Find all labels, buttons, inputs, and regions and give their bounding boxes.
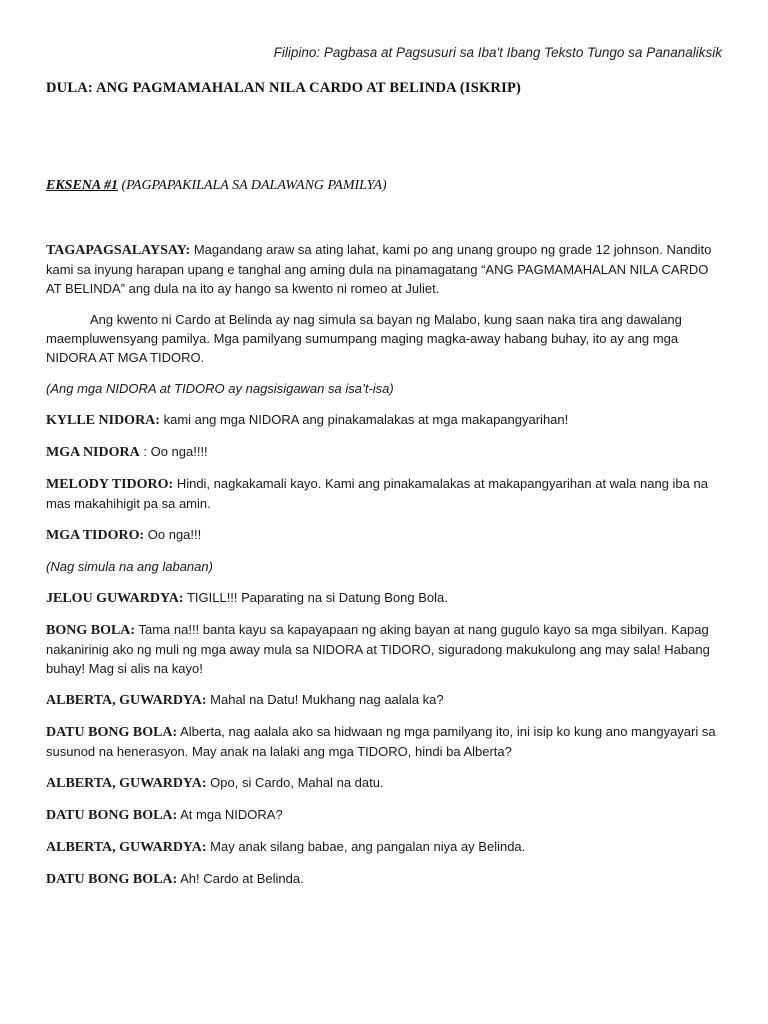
speaker-label: DATU BONG BOLA: [46,725,178,740]
dialogue-text: Magandang araw sa ating lahat, kami po ang unang groupo ng grade 12 johnson. Nandito kami sa inyung harapan upang e tanghal ang aming dula na pinamagatang “ANG PAGMAMAHALAN NILA CARDO AT BELINDA” ang dula na ito ay hango sa kwento ni romeo at Juliet. [46,242,712,296]
dialogue-text: TIGILL!!! Paparating na si Datung Bong Bola. [186,590,448,605]
dialogue-text: Oo nga!!! [147,527,202,542]
speaker-label: MGA NIDORA [46,445,140,460]
dialogue-text: Hindi, nagkakamali kayo. Kami ang pinakamalakas at makapangyarihan at wala nang iba na mas makahihigit pa sa amin. [46,476,708,511]
speaker-label: TAGAPAGSALAYSAY: [46,243,191,258]
dialogue-text: kami ang mga NIDORA ang pinakamalakas at mga makapangyarihan! [163,412,569,427]
script-line [46,773,722,793]
scene-number: EKSENA #1 [46,178,118,193]
speaker-label: BONG BOLA: [46,623,136,638]
speaker-label: MGA TIDORO: [46,528,145,543]
script-line [46,240,722,298]
script-line [46,474,722,513]
script-line [46,722,722,761]
stage-direction: (Ang mga NIDORA at TIDORO ay nagsisigawan sa isa’t-isa) [46,381,394,396]
speaker-label: KYLLE NIDORA: [46,413,160,428]
script-line [46,410,722,430]
script-line [46,837,722,857]
script-line [46,442,722,462]
stage-direction: (Nag simula na ang labanan) [46,559,213,574]
speaker-label: DATU BONG BOLA: [46,808,178,823]
script-line [46,588,722,608]
speaker-label: ALBERTA, GUWARDYA: [46,693,207,708]
dialogue-text: Ah! Cardo at Belinda. [180,871,304,886]
script-line [46,525,722,545]
speaker-label: MELODY TIDORO: [46,477,174,492]
script-line [46,869,722,889]
speaker-label: ALBERTA, GUWARDYA: [46,840,207,855]
dialogue-text: May anak silang babae, ang pangalan niya ay Belinda. [210,839,526,854]
script-body [46,240,722,901]
dialogue-text: Opo, si Cardo, Mahal na datu. [210,775,384,790]
dialogue-text: Mahal na Datu! Mukhang nag aalala ka? [210,692,444,707]
speaker-label: ALBERTA, GUWARDYA: [46,776,207,791]
dialogue-text: : Oo nga!!!! [143,444,208,459]
script-line [46,805,722,825]
document-header: Filipino: Pagbasa at Pagsusuri sa Iba't Ibang Teksto Tungo sa Pananaliksik [273,45,722,60]
dialogue-text: At mga NIDORA? [180,807,283,822]
scene-subtitle: (PAGPAPAKILALA SA DALAWANG PAMILYA) [121,178,387,193]
script-line [46,690,722,710]
document-title: DULA: ANG PAGMAMAHALAN NILA CARDO AT BELINDA (ISKRIP) [46,80,522,96]
speaker-label: DATU BONG BOLA: [46,872,178,887]
speaker-label: JELOU GUWARDYA: [46,591,184,606]
dialogue-text: Alberta, nag aalala ako sa hidwaan ng mga pamilyang ito, ini isip ko kung ano mangyayari sa susunod na henerasyon. May anak na lalaki ang mga TIDORO, hindi ba Alberta? [46,724,716,759]
script-line [46,620,722,678]
dialogue-text: Tama na!!! banta kayu sa kapayapaan ng aking bayan at nang gugulo kayo sa mga sibilyan. Kapag nakanirinig ako ng muli ng mga away mula sa NIDORA at TIDORO, siguradong makukulong ang may sala! Habang buhay! Mag si alis na kayo! [46,622,710,676]
scene-heading [46,178,387,194]
narration-paragraph: Ang kwento ni Cardo at Belinda ay nag simula sa bayan ng Malabo, kung saan naka tira ang dawalang maempluwensyang pamilya. Mga pamilyang sumumpang maging magka-away habang buhay, ito ay ang mga NIDORA AT MGA TIDORO. [46,312,682,365]
